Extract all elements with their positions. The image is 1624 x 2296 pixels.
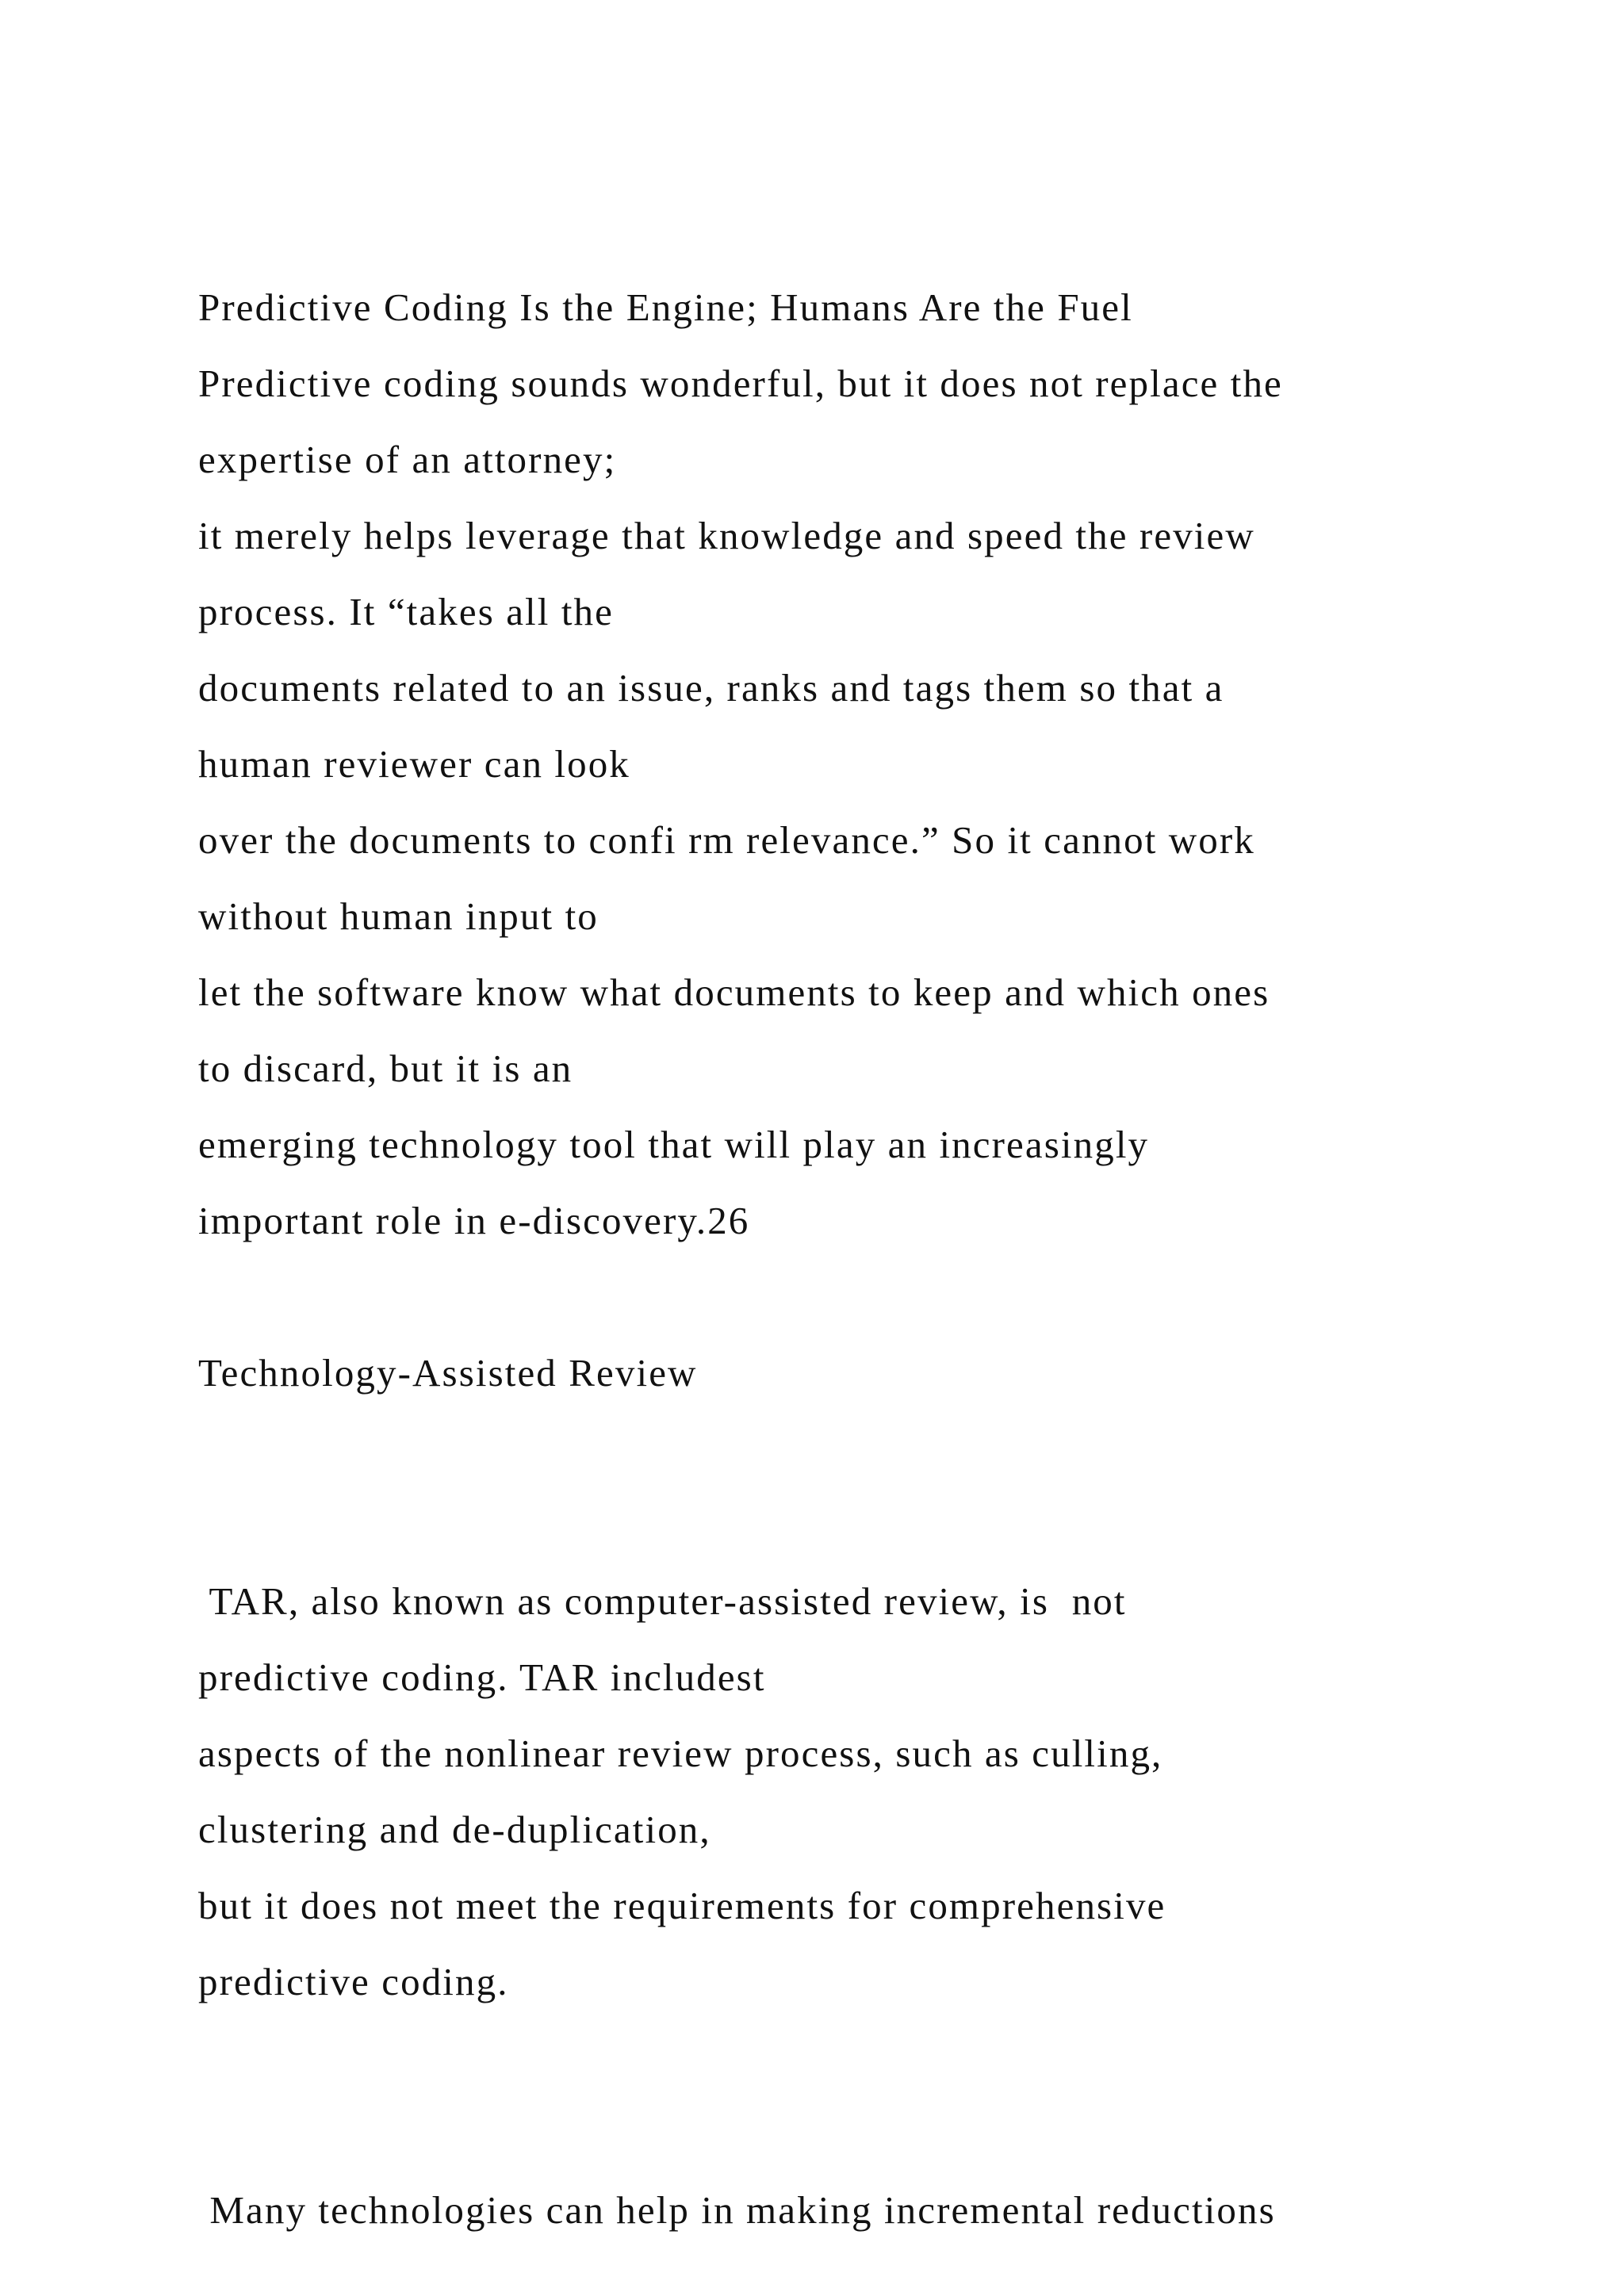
text-line: to discard, but it is an <box>198 1047 573 1090</box>
text-line: process. It “takes all the <box>198 590 614 633</box>
text-line: Many technologies can help in making incremental reductions <box>198 2188 1276 2232</box>
text-line: human reviewer can look <box>198 742 630 786</box>
blank-line <box>198 1259 1546 1335</box>
text-line: let the software know what documents to keep and which ones <box>198 970 1270 1014</box>
section-heading-tar: Technology-Assisted Review <box>198 1351 698 1395</box>
text-line: without human input to <box>198 894 599 938</box>
text-line: over the documents to confi rm relevance.” So it cannot work <box>198 818 1255 862</box>
text-line: aspects of the nonlinear review process, such as culling, <box>198 1732 1163 1775</box>
text-line: documents related to an issue, ranks and tags them so that a <box>198 666 1224 710</box>
text-line: important role in e-discovery.26 <box>198 1199 750 1242</box>
text-line: it merely helps leverage that knowledge and speed the review <box>198 514 1255 557</box>
document-text <box>198 270 1546 2248</box>
text-line: predictive coding. TAR includest <box>198 1655 766 1699</box>
blank-line <box>198 1411 1546 1487</box>
blank-line <box>198 1487 1546 1563</box>
section-heading-predictive-coding: Predictive Coding Is the Engine; Humans Are the Fuel <box>198 285 1133 329</box>
text-line: but it does not meet the requirements for comprehensive <box>198 1884 1166 1927</box>
blank-line <box>198 2020 1546 2096</box>
text-line: clustering and de-duplication, <box>198 1808 711 1851</box>
text-line: TAR, also known as computer-assisted review, is not <box>198 1579 1127 1623</box>
text-line: expertise of an attorney; <box>198 438 617 481</box>
text-line: Predictive coding sounds wonderful, but it does not replace the <box>198 362 1283 405</box>
text-line: emerging technology tool that will play an increasingly <box>198 1123 1150 1166</box>
blank-line <box>198 2096 1546 2172</box>
text-line: predictive coding. <box>198 1960 509 2003</box>
